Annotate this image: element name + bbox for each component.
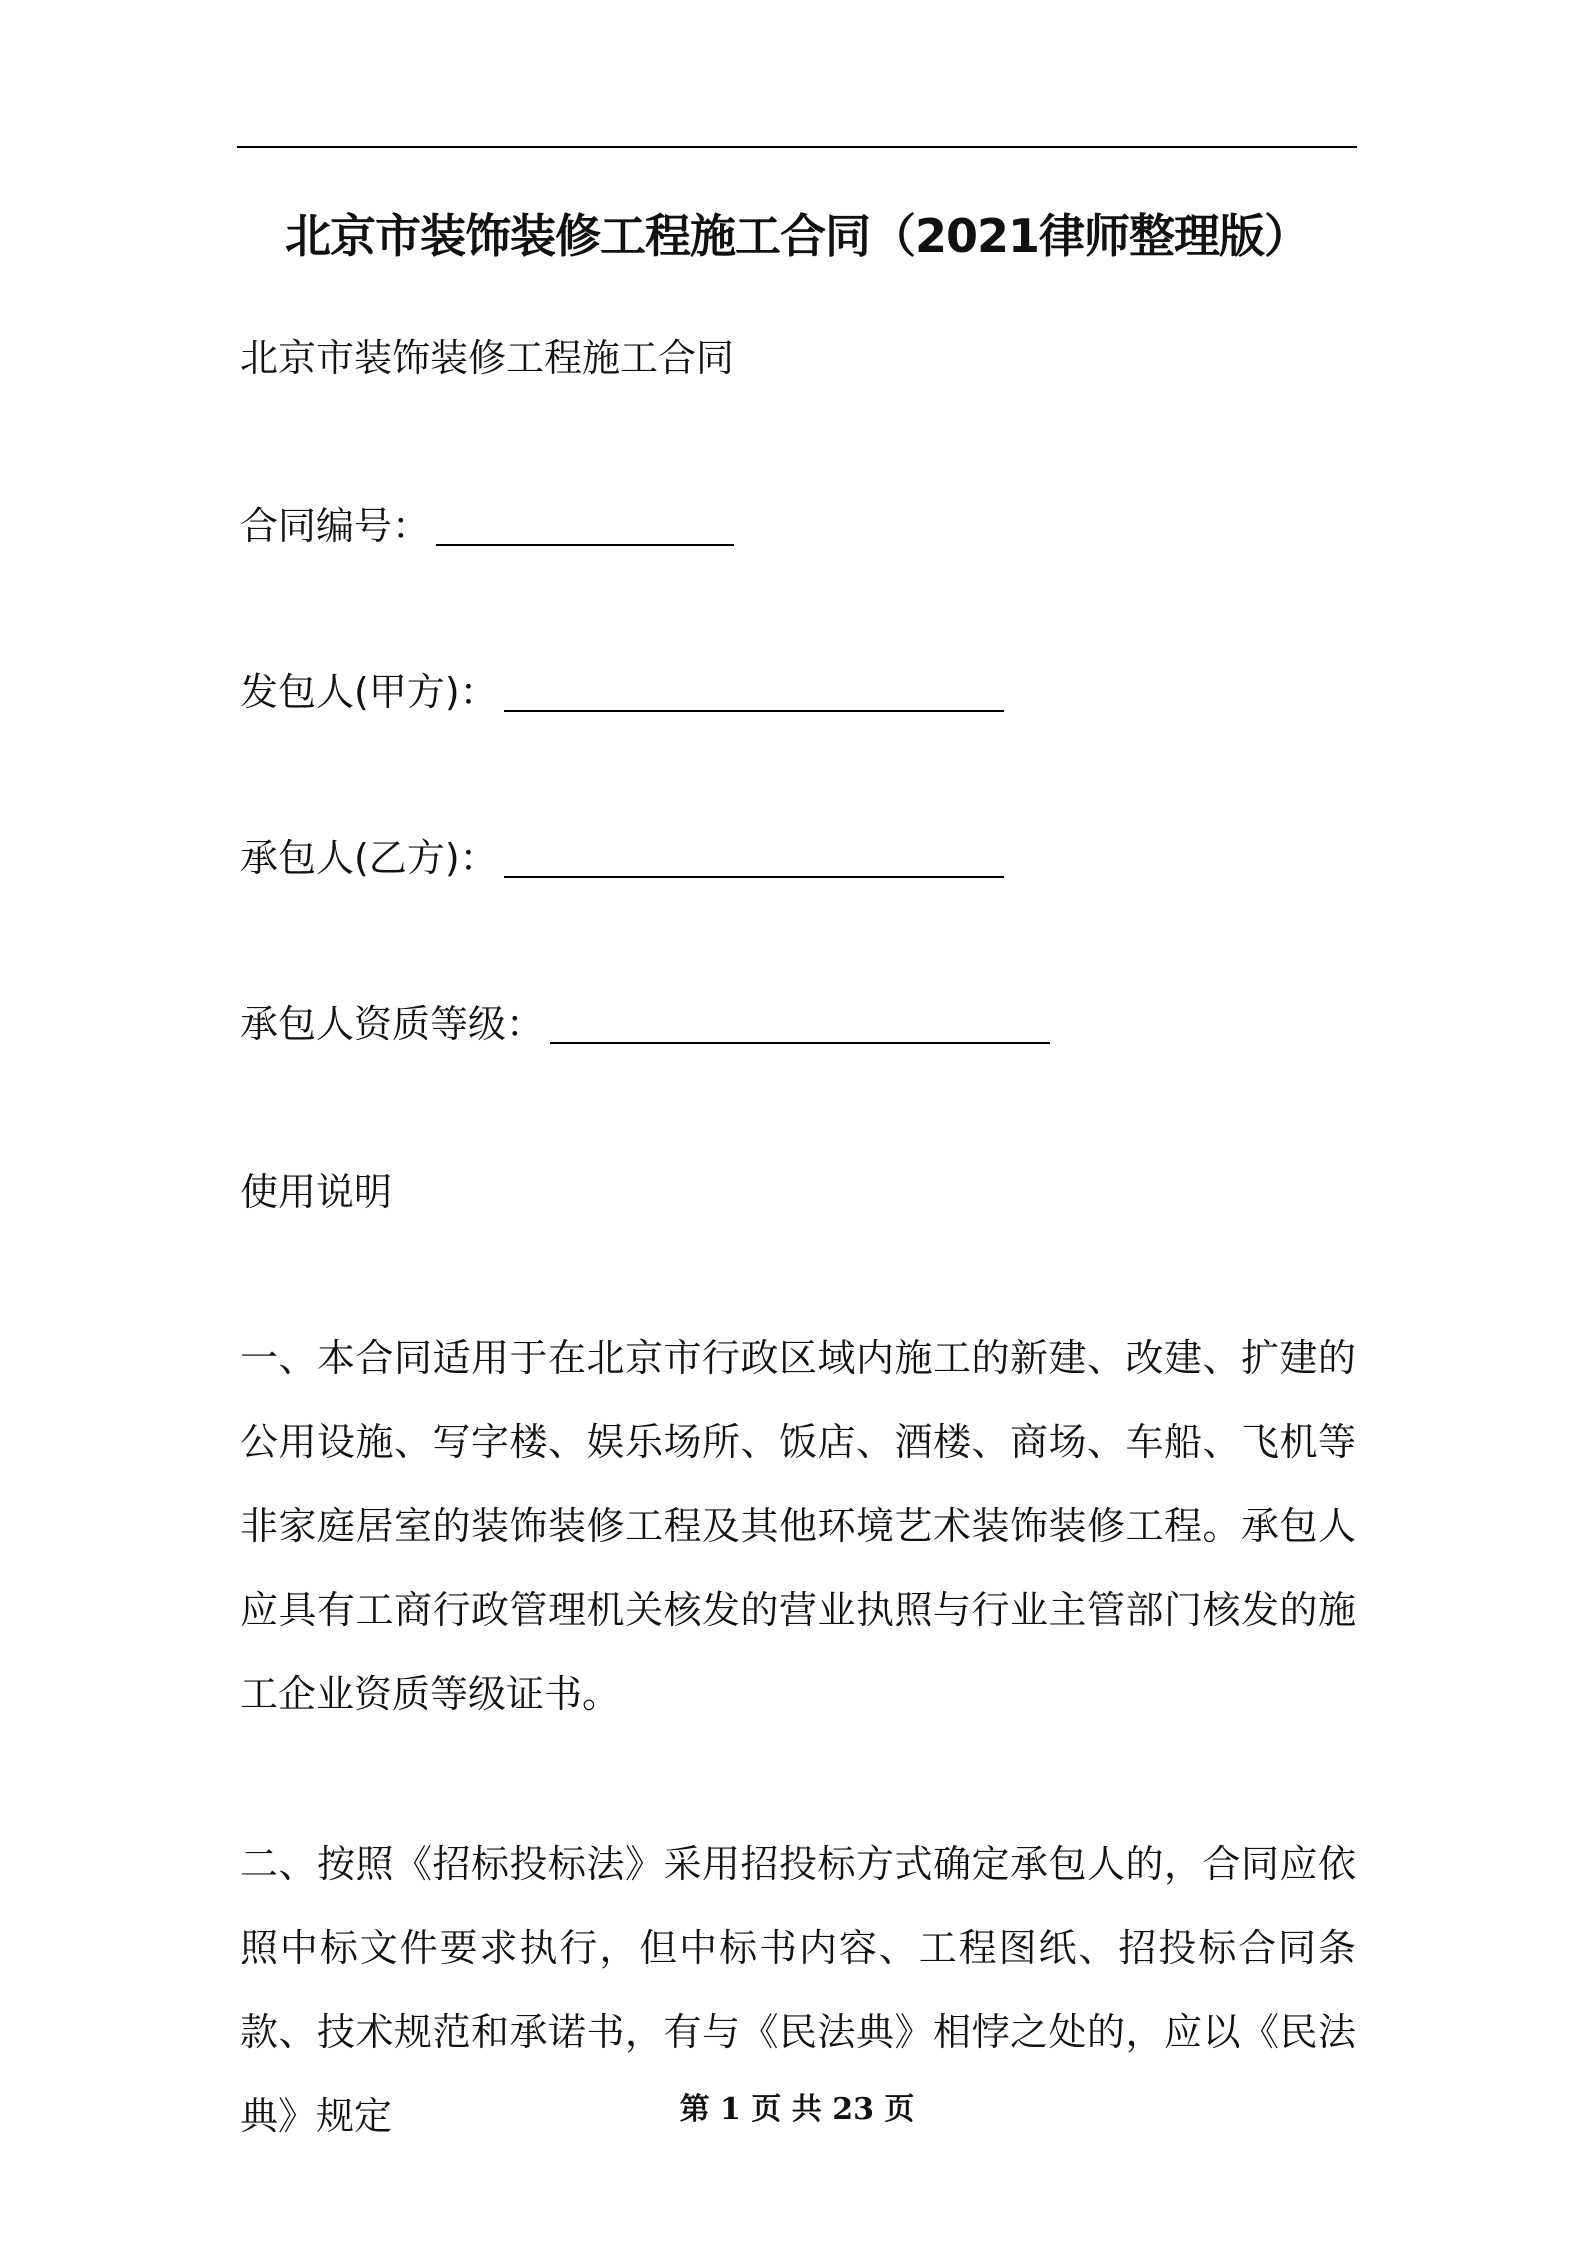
page-number: 第 1 页 共 23 页 xyxy=(679,2092,915,2127)
document-title: 北京市装饰装修工程施工合同（2021律师整理版） xyxy=(284,209,1310,263)
contract-number-label: 合同编号： xyxy=(240,504,431,548)
contract-number-field xyxy=(240,500,734,552)
document-subtitle: 北京市装饰装修工程施工合同 xyxy=(240,336,735,380)
party-a-label: 发包人(甲方)： xyxy=(240,670,498,714)
party-b-field xyxy=(240,832,1004,884)
qualification-level-blank[interactable] xyxy=(550,1042,1050,1044)
party-a-field xyxy=(240,666,1004,718)
paragraph-1: 一、本合同适用于在北京市行政区域内施工的新建、改建、扩建的公用设施、写字楼、娱乐场所、饭店、酒楼、商场、车船、飞机等非家庭居室的装饰装修工程及其他环境艺术装饰装修工程。承包人应具有工商行政管理机关核发的营业执照与行业主管部门核发的施工企业资质等级证书。 xyxy=(240,1336,1356,1716)
section-heading: 使用说明 xyxy=(240,1170,393,1214)
qualification-level-label: 承包人资质等级： xyxy=(240,1002,545,1046)
contract-number-blank[interactable] xyxy=(436,544,734,546)
paragraph-2: 二、按照《招标投标法》采用招投标方式确定承包人的，合同应依照中标文件要求执行，但中标书内容、工程图纸、招投标合同条款、技术规范和承诺书，有与《民法典》相悖之处的，应以《民法典》规定 xyxy=(240,1842,1356,2138)
party-b-label: 承包人(乙方)： xyxy=(240,836,498,880)
party-b-blank[interactable] xyxy=(504,876,1004,878)
header-rule xyxy=(237,146,1357,148)
qualification-level-field xyxy=(240,998,1050,1050)
party-a-blank[interactable] xyxy=(504,710,1004,712)
